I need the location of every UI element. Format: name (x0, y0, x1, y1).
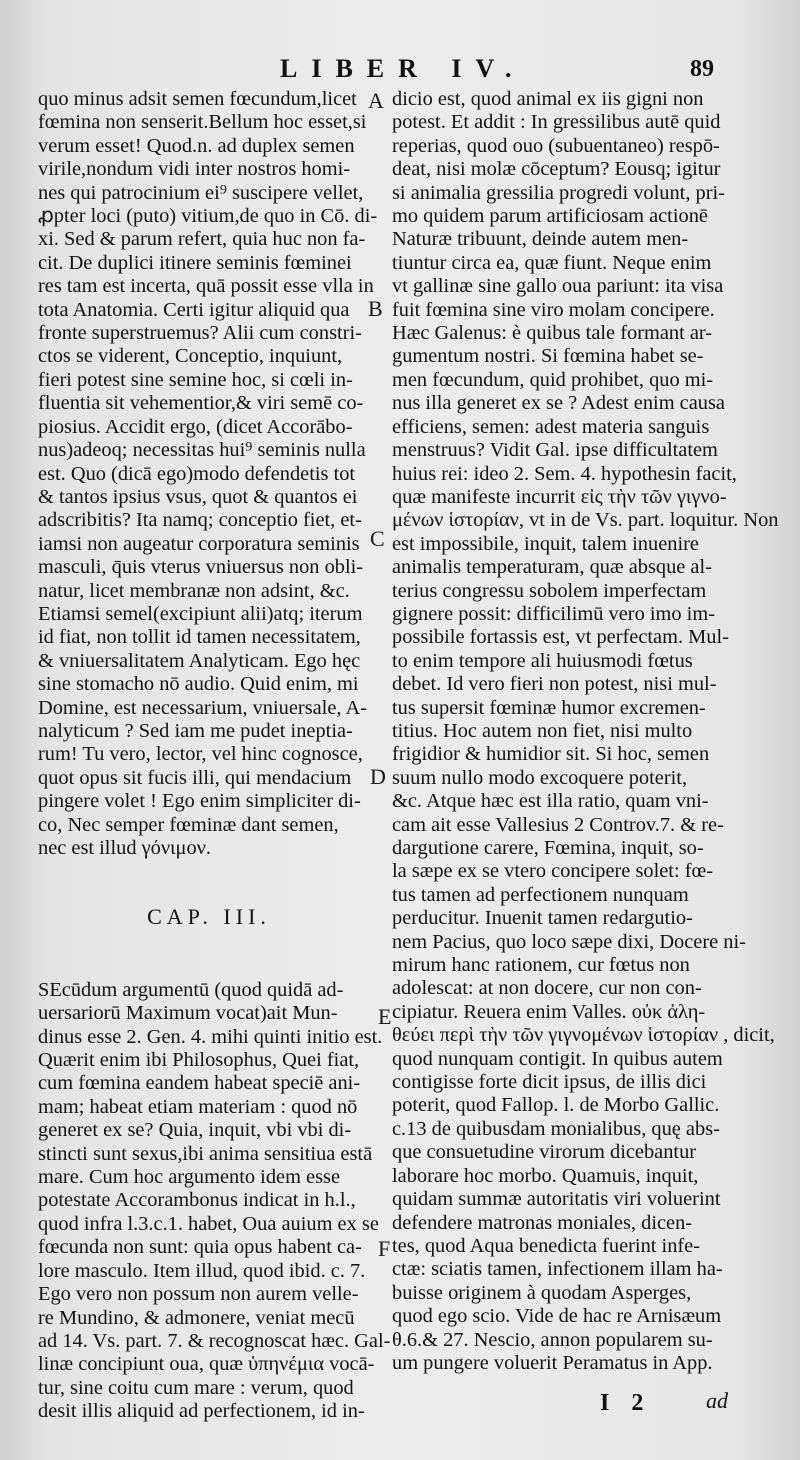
text-line: nus)adeoq; necessitas hui⁹ seminis nulla (38, 439, 366, 462)
text-line: natur, licet membranæ non adsint, &c. (38, 579, 350, 602)
text-line: nus illa generet ex se ? Adest enim causa (392, 392, 725, 415)
text-line: masculi, q̄uis vterus vniuersus non obli- (38, 556, 364, 579)
text-line: Hæc Galenus: è quibus tale formant ar- (392, 322, 713, 345)
text-line: deat, nisi molæ cōceptum? Eousq; igitur (392, 158, 721, 181)
text-line: quod nunquam contigit. In quibus autem (392, 1047, 723, 1070)
text-line: tus supersit fœminæ humor excremen- (392, 696, 706, 719)
text-line: fœcunda non sunt: quia opus habent ca- (38, 1236, 362, 1259)
text-line: Naturæ tribuunt, deinde autem men- (392, 228, 689, 251)
text-line: pingere volet ! Ego enim simpliciter di- (38, 790, 361, 813)
text-line: & tantos ipsius vsus, quot & quantos ei (38, 485, 358, 508)
text-line: Ego vero non possum non aurem velle- (38, 1283, 359, 1306)
text-line: virile,nondum vidi inter nostros homi- (38, 158, 351, 181)
text-line: iamsi non augeatur corporatura seminis (38, 532, 360, 555)
text-line: quidam summæ autoritatis viri voluerint (392, 1188, 721, 1211)
text-line: poterit, quod Fallop. l. de Morbo Gallic. (392, 1094, 720, 1117)
text-line: dargutione carere, Fœmina, inquit, so- (392, 837, 704, 859)
text-line: fieri potest sine semine hoc, si cœli in- (38, 368, 353, 391)
text-line: potest. Et addit : In gressilibus autē quid (392, 111, 721, 134)
text-line: co, Nec semper fœminæ dant semen, (38, 813, 339, 836)
margin-letter-e: E (378, 1004, 392, 1029)
text-line: tes, quod Aqua benedicta fuerint infe- (392, 1234, 701, 1257)
right-column-text (392, 88, 779, 1375)
text-line: ꝓpter loci (puto) vitium,de quo in Cō. di- (38, 205, 378, 228)
text-line: generet ex se? Quia, inquit, vbi vbi di- (38, 1119, 352, 1142)
text-line: debet. Id vero fieri non potest, nisi mul- (392, 673, 717, 696)
text-line: & vniuersalitatem Analyticam. Ego hęc (38, 649, 361, 672)
text-line: perducitur. Inuenit tamen redargutio- (392, 907, 693, 930)
text-line: contigisse forte dicit ipsus, de illis dici (392, 1071, 707, 1094)
right-column (392, 88, 779, 1375)
text-line: dinus esse 2. Gen. 4. mihi quinti initio est. (38, 1025, 383, 1048)
text-line: linæ concipiunt oua, quæ ὑπηνέμια vocā- (38, 1353, 375, 1376)
text-line: laborare hoc morbo. Quamuis, inquit, (392, 1164, 699, 1187)
text-line: buisse originem à quodam Asperges, (392, 1281, 692, 1304)
text-line: piosius. Accidit ergo, (dicet Accorābo- (38, 415, 353, 438)
text-line: suum nullo modo excoquere poterit, (392, 766, 688, 789)
chapter-heading: CAP. III. (147, 904, 271, 930)
margin-letter-f: F (378, 1236, 391, 1261)
text-line: adscribitis? Ita namq; conceptio fiet, et- (38, 509, 362, 532)
text-line: quod ego scio. Vide de hac re Arnisæum (392, 1305, 722, 1328)
page-number: 89 (690, 56, 714, 82)
text-line: quot opus sit fucis illi, qui mendacium (38, 766, 352, 789)
text-line: fœmina non senserit.Bellum hoc esset,si (38, 111, 367, 134)
text-line: ad 14. Vs. part. 7. & recognoscat hæc. Gal- (38, 1329, 391, 1352)
text-line: possibile fortassis est, vt perfectam. Mul- (392, 626, 729, 649)
text-line: fronte superstruemus? Alii cum constri- (38, 322, 362, 345)
text-line: fuit fœmina sine viro molam concipere. (392, 298, 715, 321)
text-line: adolescat: at non docere, cur non con- (392, 977, 702, 1000)
text-line: quo minus adsit semen fœcundum,licet (38, 88, 357, 110)
left-column-text-bottom (38, 978, 391, 1424)
left-column (38, 88, 391, 1424)
text-line: nec est illud γόνιμον. (38, 837, 211, 859)
text-line: θ.6.& 27. Nescio, annon popularem su- (392, 1328, 713, 1351)
text-line: verum esset! Quod.n. ad duplex semen (38, 134, 355, 157)
text-line: sine stomacho nō audio. Quid enim, mi (38, 673, 359, 696)
text-line: mam; habeat etiam materiam : quod nō (38, 1095, 358, 1118)
text-line: re Mundino, & admonere, veniat mecū (38, 1306, 355, 1329)
signature-mark: I 2 (600, 1390, 652, 1416)
text-line: um pungere voluerit Peramatus in App. (392, 1351, 713, 1374)
text-line: Quærit enim ibi Philosophus, Quei fiat, (38, 1049, 360, 1072)
text-line: est. Quo (dicā ego)modo defendetis tot (38, 462, 356, 485)
text-line: c.13 de quibusdam monialibus, quę abs- (392, 1117, 720, 1140)
text-line: nalyticum ? Sed iam me pudet ineptia- (38, 719, 353, 742)
text-line: μένων ἱστορίαν, vt in de Vs. part. loquitur. Non (392, 509, 779, 532)
text-line: la sæpe ex se vtero concipere solet: fœ- (392, 860, 714, 883)
text-line: xi. Sed & parum refert, quia huc non fa- (38, 228, 366, 251)
text-line: menstruus? Vidit Gal. ipse difficultatem (392, 439, 718, 462)
text-line: vt gallinæ sine gallo oua pariunt: ita visa (392, 275, 724, 298)
text-line: Domine, est necessarium, vniuersale, A- (38, 696, 367, 719)
text-line: gumentum nostri. Si fœmina habet se- (392, 345, 704, 368)
text-line: cipiatur. Reuera enim Valles. οὐκ ἀλη- (392, 1000, 706, 1023)
text-line: quod infra l.3.c.1. habet, Oua auium ex se (38, 1212, 379, 1235)
text-line: rum! Tu vero, lector, vel hinc cognosce, (38, 743, 363, 766)
text-line: frigidior & humidior sit. Si hoc, semen (392, 743, 710, 766)
running-title: LIBER IV. (280, 54, 526, 83)
margin-letter-a: A (368, 88, 384, 113)
text-line: to enim tempore ali huiusmodi fœtus (392, 649, 693, 672)
text-line: quæ manifeste incurrit εἰς τὴν τῶν γιγνο- (392, 485, 727, 508)
text-line: ctos se viderent, Conceptio, inquiunt, (38, 345, 343, 368)
text-line: nes qui patrocinium ei⁹ suscipere vellet, (38, 181, 364, 204)
text-line: stincti sunt sexus,ibi anima sensitiua estā (38, 1142, 373, 1165)
text-line: nem Pacius, quo loco sæpe dixi, Docere ni- (392, 930, 746, 953)
text-line: tota Anatomia. Certi igitur aliquid qua (38, 298, 350, 321)
text-line: cit. De duplici itinere seminis fœminei (38, 251, 352, 274)
text-line: mo quidem parum artificiosam actionē (392, 205, 708, 228)
text-line: que consuetudine virorum dicebantur (392, 1141, 697, 1164)
text-line: huius rei: ideo 2. Sem. 4. hypothesin facit, (392, 462, 737, 485)
text-line: Etiamsi semel(excipiunt alii)atq; iterum (38, 602, 363, 625)
text-line: SEcūdum argumentū (quod quidā ad- (38, 978, 344, 1001)
text-line: uersariorū Maximum vocat)ait Mun- (38, 1002, 338, 1025)
text-line: reperias, quod ouo (subuentaneo) respō- (392, 134, 720, 157)
text-line: potestate Accorambonus indicat in h.l., (38, 1189, 356, 1212)
text-line: tus tamen ad perfectionem nunquam (392, 883, 689, 906)
text-line: dicio est, quod animal ex iis gigni non (392, 88, 704, 110)
text-line: tur, sine coitu cum mare : verum, quod (38, 1376, 354, 1399)
text-line: &c. Atque hæc est illa ratio, quam vni- (392, 790, 709, 813)
text-line: id fiat, non tollit id tamen necessitatem, (38, 626, 361, 649)
text-line: men fœcundum, quid prohibet, quo mi- (392, 368, 714, 391)
text-line: animalis temperaturam, quæ absque al- (392, 556, 712, 579)
text-line: fluentia sit vehementior,& viri semē co- (38, 392, 364, 415)
margin-letter-b: B (368, 296, 383, 321)
catchword: ad (706, 1388, 728, 1413)
text-line: efficiens, semen: adest materia sanguis (392, 415, 710, 438)
text-line: terius congressu sobolem imperfectam (392, 579, 707, 602)
text-line: cum fœmina eandem habeat speciē ani- (38, 1072, 361, 1095)
margin-letter-c: C (370, 526, 385, 551)
text-line: θεύει περὶ τὴν τῶν γιγνομένων ἱστορίαν , dicit, (392, 1024, 775, 1047)
text-line: ctæ: sciatis tamen, infectionem illam ha- (392, 1258, 723, 1281)
text-line: res tam est incerta, quā possit esse vlla in (38, 275, 374, 298)
text-line: desit illis aliquid ad perfectionem, id in- (38, 1400, 365, 1423)
text-line: est impossibile, inquit, talem inuenire (392, 532, 699, 555)
margin-letter-d: D (370, 764, 386, 789)
text-line: si animalia gressilia progredi volunt, pri- (392, 181, 725, 204)
text-line: mare. Cum hoc argumento idem esse (38, 1166, 341, 1189)
text-line: tiuntur circa ea, quæ fiunt. Neque enim (392, 251, 712, 274)
text-line: lore masculo. Item illud, quod ibid. c. 7. (38, 1259, 366, 1282)
text-line: gignere possit: difficilimū vero imo im- (392, 602, 715, 625)
text-line: cam ait esse Vallesius 2 Controv.7. & re- (392, 813, 724, 836)
text-line: mirum hanc rationem, cur fœtus non (392, 954, 690, 977)
text-line: titius. Hoc autem non fiet, nisi multo (392, 719, 693, 742)
left-column-text-top (38, 88, 380, 860)
text-line: defendere matronas moniales, dicen- (392, 1211, 693, 1234)
